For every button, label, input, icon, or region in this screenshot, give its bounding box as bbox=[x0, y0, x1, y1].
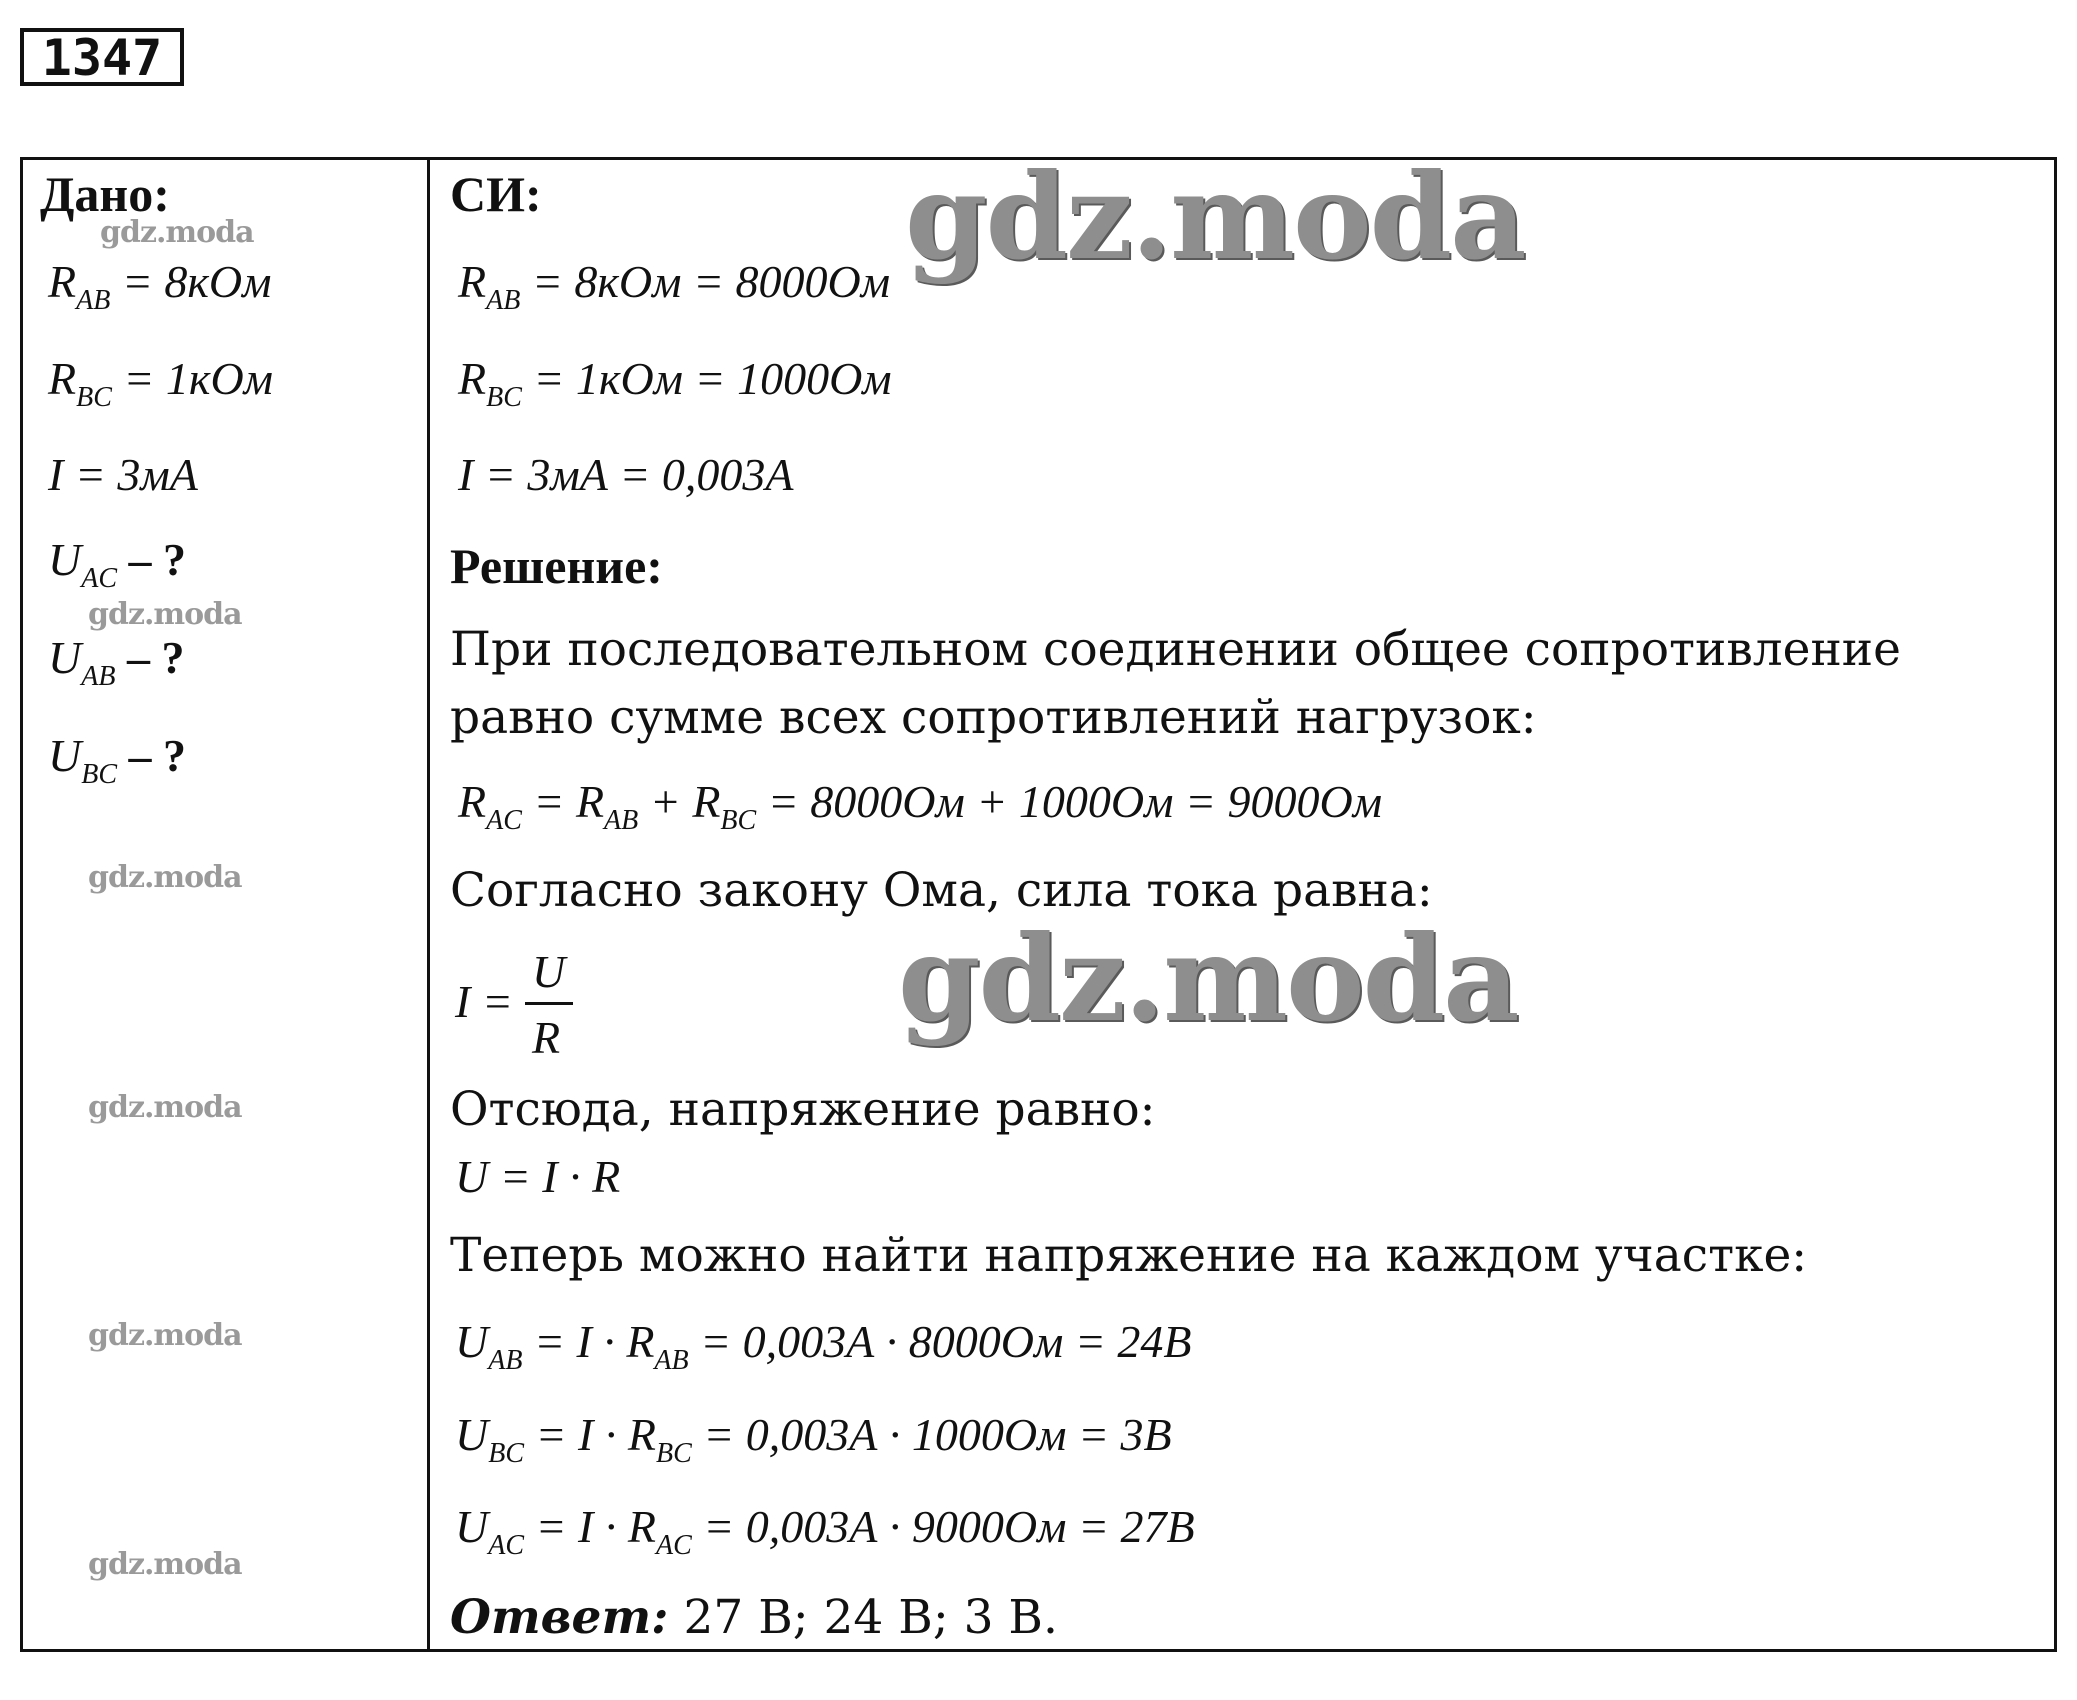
given-item: $R_{AB} = 8кОм$ bbox=[48, 256, 272, 316]
watermark: gdz.moda bbox=[88, 860, 242, 895]
given-item: $U_{AB}$ – ? bbox=[48, 632, 185, 692]
watermark: gdz.moda bbox=[100, 215, 254, 250]
ohm-law-formula: I = U R bbox=[455, 945, 595, 1075]
solution-text: равно сумме всех сопротивлений нагрузок: bbox=[450, 690, 1537, 745]
answer bbox=[450, 1590, 1058, 1645]
watermark: gdz.moda bbox=[88, 1547, 242, 1582]
watermark: gdz.moda bbox=[88, 1318, 242, 1353]
si-item: $R_{BC} = 1кОм = 1000Ом$ bbox=[458, 353, 892, 413]
given-item: $R_{BC} = 1кОм$ bbox=[48, 353, 274, 413]
formula-uac: $U_{AC} = I \cdot R_{AC} = 0,003А \cdot 9000Ом = 27В$ bbox=[455, 1501, 1195, 1561]
si-item: I = 3мА = 0,003А bbox=[458, 449, 794, 500]
watermark: gdz.moda bbox=[88, 597, 242, 632]
solution-text: Отсюда, напряжение равно: bbox=[450, 1082, 1156, 1137]
given-header: Дано: bbox=[40, 166, 170, 222]
problem-number: 1347 bbox=[20, 28, 184, 86]
formula-uab: $U_{AB} = I \cdot R_{AB} = 0,003А \cdot 8000Ом = 24В$ bbox=[455, 1316, 1192, 1376]
given-item: $U_{BC}$ – ? bbox=[48, 730, 187, 790]
solution-text: Согласно закону Ома, сила тока равна: bbox=[450, 863, 1433, 918]
si-item: $R_{AB} = 8кОм = 8000Ом$ bbox=[458, 256, 891, 316]
column-divider bbox=[427, 157, 430, 1652]
formula-rac: $R_{AC} = R_{AB} + R_{BC} = 8000Ом + 1000Ом = 9000Ом$ bbox=[458, 776, 1383, 836]
given-item: $U_{AC}$ – ? bbox=[48, 534, 187, 594]
formula-u: U = I · R bbox=[455, 1151, 621, 1202]
answer-text: 27 В; 24 В; 3 В. bbox=[668, 1590, 1058, 1645]
watermark-large: gdz.moda bbox=[905, 147, 1525, 286]
answer-label: Ответ: bbox=[450, 1590, 669, 1645]
watermark: gdz.moda bbox=[88, 1090, 242, 1125]
watermark-large: gdz.moda bbox=[898, 909, 1518, 1048]
formula-ubc: $U_{BC} = I \cdot R_{BC} = 0,003А \cdot 1000Ом = 3В$ bbox=[455, 1409, 1172, 1469]
given-item: I = 3мА bbox=[48, 449, 198, 500]
solution-text: Теперь можно найти напряжение на каждом участке: bbox=[450, 1228, 1808, 1283]
solution-text: При последовательном соединении общее сопротивление bbox=[450, 622, 1901, 677]
si-header: СИ: bbox=[450, 166, 542, 222]
solution-header: Решение: bbox=[450, 538, 663, 594]
